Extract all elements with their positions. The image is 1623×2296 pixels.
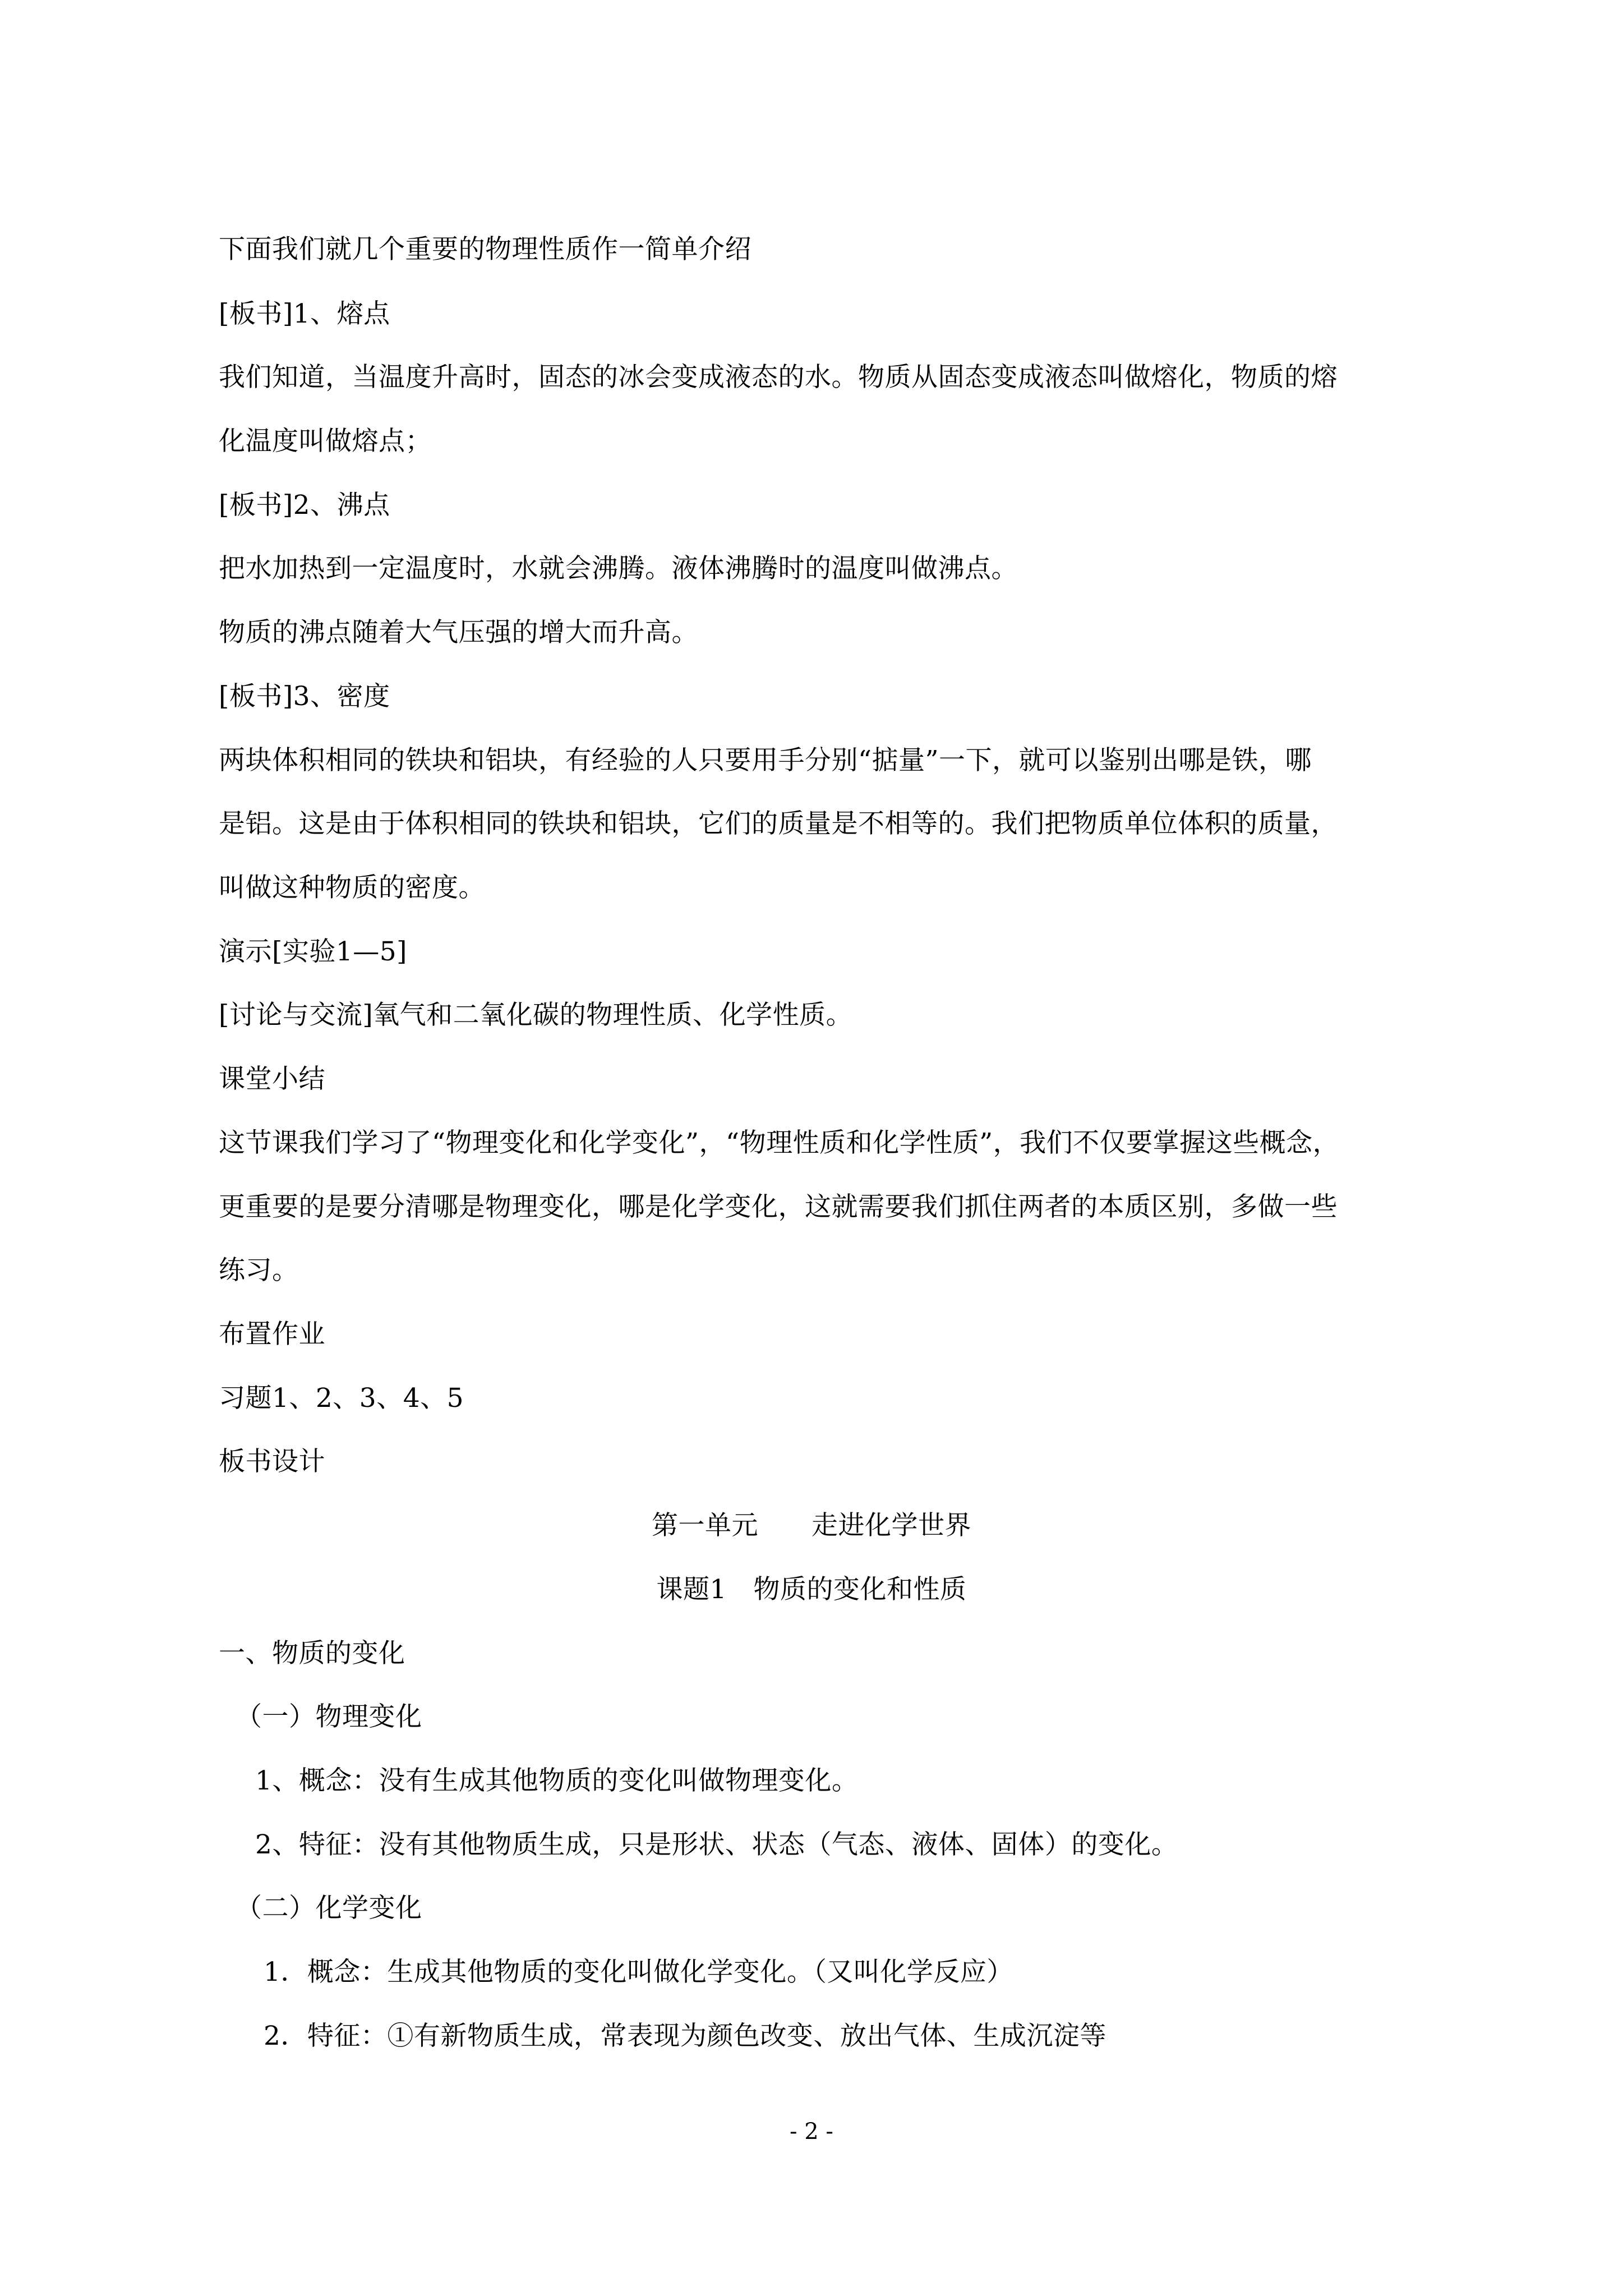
paragraph-line: 把水加热到一定温度时，水就会沸腾。液体沸腾时的温度叫做沸点。 — [219, 553, 1018, 584]
discussion-line: [讨论与交流]氧气和二氧化碳的物理性质、化学性质。 — [219, 1000, 853, 1030]
paragraph-line: 我们知道，当温度升高时，固态的冰会变成液态的水。物质从固态变成液态叫做熔化，物质的熔 — [219, 362, 1338, 393]
section-heading-summary: 课堂小结 — [219, 1064, 325, 1094]
outline-subheading: （二）化学变化 — [236, 1893, 422, 1924]
paragraph-line: 是铝。这是由于体积相同的铁块和铝块，它们的质量是不相等的。我们把物质单位体积的质量， — [219, 808, 1338, 839]
paragraph-line: 化温度叫做熔点； — [219, 426, 432, 457]
outline-item: 1、概念：没有生成其他物质的变化叫做物理变化。 — [255, 1765, 859, 1796]
section-heading-board-design: 板书设计 — [219, 1446, 325, 1477]
outline-subheading: （一）物理变化 — [236, 1701, 422, 1732]
paragraph-line: 练习。 — [219, 1255, 299, 1286]
unit-title: 第一单元 走进化学世界 — [652, 1510, 971, 1541]
paragraph-line: 叫做这种物质的密度。 — [219, 872, 485, 903]
outline-item: 1．概念：生成其他物质的变化叫做化学变化。（又叫化学反应） — [264, 1957, 1013, 1987]
paragraph-line: 更重要的是要分清哪是物理变化，哪是化学变化，这就需要我们抓住两者的本质区别，多做一些 — [219, 1191, 1338, 1222]
blackboard-heading-boiling-point: [板书]2、沸点 — [219, 490, 390, 521]
section-heading-homework: 布置作业 — [219, 1319, 325, 1350]
outline-heading: 一、物质的变化 — [219, 1638, 405, 1669]
lesson-title: 课题1 物质的变化和性质 — [656, 1574, 967, 1605]
blackboard-heading-melting-point: [板书]1、熔点 — [219, 298, 390, 329]
outline-item: 2、特征：没有其他物质生成，只是形状、状态（气态、液体、固体）的变化。 — [255, 1829, 1178, 1860]
paragraph-line: 这节课我们学习了“物理变化和化学变化”，“物理性质和化学性质”，我们不仅要掌握这些概念， — [219, 1128, 1340, 1158]
outline-item: 2．特征：①有新物质生成，常表现为颜色改变、放出气体、生成沉淀等 — [264, 2021, 1106, 2051]
demo-experiment-line: 演示[实验1—5] — [219, 936, 407, 967]
blackboard-heading-density: [板书]3、密度 — [219, 681, 390, 712]
homework-exercises: 习题1、2、3、4、5 — [219, 1383, 464, 1414]
paragraph-line: 两块体积相同的铁块和铝块，有经验的人只要用手分别“掂量”一下，就可以鉴别出哪是铁，哪 — [219, 745, 1312, 776]
paragraph-line: 物质的沸点随着大气压强的增大而升高。 — [219, 617, 698, 648]
paragraph-line: 下面我们就几个重要的物理性质作一简单介绍 — [219, 234, 751, 265]
page-number: - 2 - — [790, 2119, 833, 2145]
